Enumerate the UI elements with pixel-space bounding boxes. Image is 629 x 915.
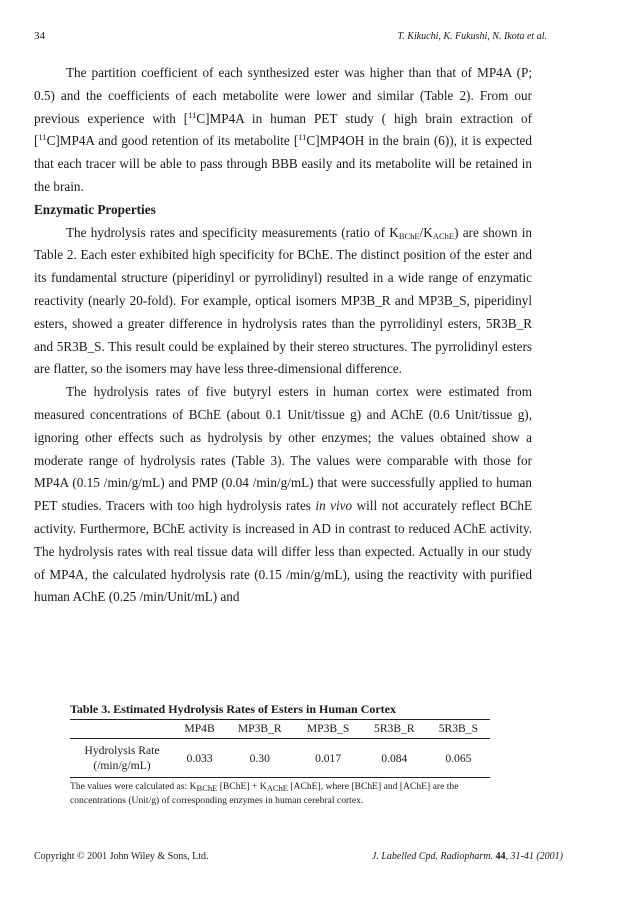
table-header-cell: 5R3B_S — [427, 720, 490, 739]
paragraph-enzymatic: The hydrolysis rates and specificity measurements (ratio of $K_{BChE}/K_{AChE}$) are shown in Table 2. Each ester exhibited high specificity for BChE. The distinct position of the ester and its fundamental structure (piperidinyl or pyrrolidinyl) resulted in a wide range of enzymatic reactivity (nearly 20-fold). For example, optical isomers MP3B_R and MP3B_S, piperidinyl esters, showed a greater difference in hydrolysis rates than the pyrrolidinyl esters, 5R3B_R and 5R3B_S. This result could be explained by their stereo structures. The pyrrolidinyl esters are flatter, so the isomers may have less three-dimensional difference. — [34, 224, 533, 377]
table-header-cell: MP4B — [174, 720, 225, 739]
running-head: T. Kikuchi, K. Fukushi, N. Ikota et al. — [397, 31, 547, 42]
table-3 — [70, 702, 490, 808]
hydrolysis-table — [70, 719, 490, 778]
table-header-cell: MP3B_S — [294, 720, 361, 739]
section-heading: Enzymatic Properties — [34, 201, 156, 217]
footer-copyright: Copyright © 2001 John Wiley & Sons, Ltd. — [34, 851, 209, 862]
body-text — [34, 62, 532, 609]
paragraph-partition: The partition coefficient of each synthesized ester was higher than that of MP4A (P; 0.5) and the coefficients of each metabolite were lower and similar (Table 2). From our previous experience with [$^{11}$C]MP4A in human PET study ( high brain extraction of [$^{11}$C]MP4A and good retention of its metabolite [$^{11}$C]MP4OH in the brain (6)), it is expected that each tracer will be able to pass through BBB easily and its metabolite will be retained in the brain. — [34, 65, 533, 194]
table-caption: Table 3. Estimated Hydrolysis Rates of Esters in Human Cortex — [70, 702, 397, 716]
paragraph-hydrolysis: The hydrolysis rates of five butyryl esters in human cortex were estimated from measured concentrations of BChE (about 0.1 Unit/tissue g) and AChE (0.6 Unit/tissue g), ignoring other effects such as hydrolysis by other enzymes; the values obtained show a moderate range of hydrolysis rates (Table 3). The values were comparable with those for MP4A (0.15 /min/g/mL) and PMP (0.04 /min/g/mL) that were successfully applied to human PET studies. Tracers with too high hydrolysis rates in vivo will not accurately reflect BChE activity. Furthermore, BChE activity is increased in AD in contrast to reduced AChE activity. The hydrolysis rates with real tissue data will differ less than expected. Actually in our study of MP4A, the calculated hydrolysis rate (0.15 /min/g/mL), using the reactivity with purified human AChE (0.25 /min/Unit/mL) and — [34, 384, 533, 605]
table-cell: 0.30 — [225, 739, 294, 778]
table-header-row — [70, 720, 490, 739]
table-cell: 0.033 — [174, 739, 225, 778]
table-note: The values were calculated as: $K_{BChE}$ [BChE] + $K_{AChE}$ [AChE], where [BChE] and [AChE] are the concentrations (Unit/g) of corresponding enzymes in human cerebral cortex. — [70, 781, 459, 806]
table-cell: 0.017 — [294, 739, 361, 778]
footer-citation: J. Labelled Cpd. Radiopharm. 44, 31-41 (2001) — [371, 851, 563, 862]
table-row — [70, 739, 490, 778]
table-cell: 0.065 — [427, 739, 490, 778]
page-number: 34 — [34, 30, 45, 42]
table-header-empty — [70, 720, 174, 739]
table-row-label: Hydrolysis Rate (/min/g/mL) — [70, 739, 174, 778]
table-cell: 0.084 — [362, 739, 427, 778]
table-header-cell: 5R3B_R — [362, 720, 427, 739]
table-header-cell: MP3B_R — [225, 720, 294, 739]
